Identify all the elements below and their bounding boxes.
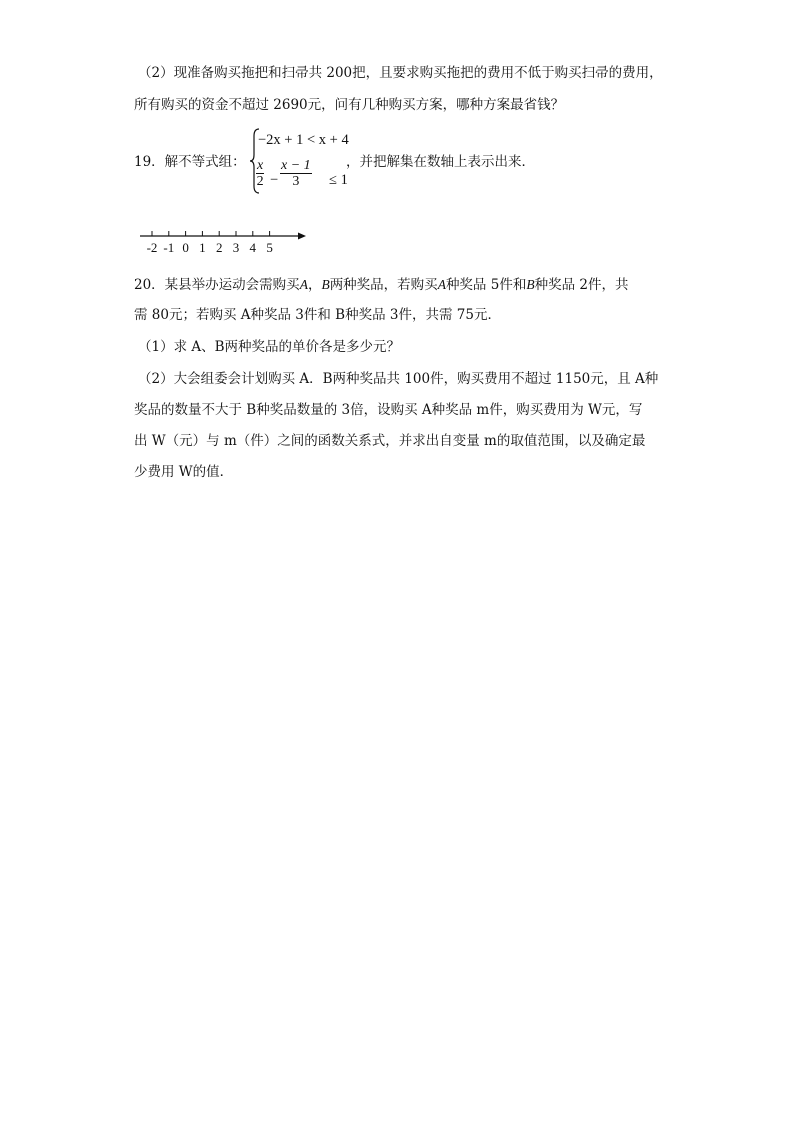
number-line-tick-label: 3 <box>232 240 240 255</box>
q20-var-b: B <box>321 277 330 292</box>
q20-var-a: A <box>437 277 446 292</box>
fraction-x-minus-1-over-3 <box>280 158 312 190</box>
q20-line2: 需 80元；若购买 A种奖品 3件和 B种奖品 3件，共需 75元． <box>134 307 501 323</box>
q19-prefix: 19．解不等式组： <box>134 154 246 170</box>
fraction-numerator: x <box>257 158 264 173</box>
number-line-ticks <box>147 231 273 255</box>
q20-line1 <box>134 276 628 294</box>
number-line-tick-label: 1 <box>199 240 206 255</box>
q20-var-a: A <box>299 277 308 292</box>
q20-part2-line3: 出 W（元）与 m（件）之间的函数关系式，并求出自变量 m的取值范围，以及确定最 <box>134 433 646 449</box>
q20-part2-line2: 奖品的数量不大于 B种奖品数量的 3倍，设购买 A种奖品 m件，购买费用为 W元，写 <box>134 402 643 418</box>
q20-part1: （1）求 A、B两种奖品的单价各是多少元？ <box>138 339 401 355</box>
q20-text: 20．某县举办运动会需购买 <box>134 277 300 293</box>
minus-sign: − <box>270 172 279 188</box>
q18-part2-line1: （2）现准备购买拖把和扫帚共 200把，且要求购买拖把的费用不低于购买扫帚的费用， <box>138 65 663 81</box>
q20-var-b: B <box>526 277 535 292</box>
inequality-system <box>250 128 360 196</box>
number-line-tick-label: 5 <box>266 240 273 255</box>
q19-suffix: ，并把解集在数轴上表示出来． <box>346 154 535 170</box>
number-line-tick-label: 2 <box>215 240 223 255</box>
q18-part2-line2: 所有购买的资金不超过 2690元，问有几种购买方案，哪种方案最省钱？ <box>134 97 565 113</box>
inequality-1: −2x + 1 < x + 4 <box>258 132 349 148</box>
number-line-tick-label: 0 <box>182 240 189 255</box>
arrow-right-icon <box>298 233 306 240</box>
q20-part2-line1: （2）大会组委会计划购买 A．B两种奖品共 100件，购买费用不超过 1150元，且 A种 <box>138 371 659 387</box>
q20-text: 种奖品 2件，共 <box>534 277 629 293</box>
q20-text: 种奖品 5件和 <box>445 277 527 293</box>
leq-one: ≤ 1 <box>329 172 348 188</box>
q20-text: 两种奖品，若购买 <box>329 277 438 293</box>
number-line-tick-label: -2 <box>146 240 158 255</box>
q20-part2-line4: 少费用 W的值． <box>134 464 234 480</box>
number-line-tick-label: 4 <box>249 240 257 255</box>
fraction-numerator: x − 1 <box>281 158 311 173</box>
fraction-denominator: 2 <box>256 174 264 189</box>
q20-text: ， <box>307 277 322 293</box>
fraction-denominator: 3 <box>292 174 300 189</box>
fraction-x-over-2 <box>256 158 264 190</box>
number-line-tick-label: -1 <box>163 240 175 255</box>
number-line <box>138 228 318 258</box>
